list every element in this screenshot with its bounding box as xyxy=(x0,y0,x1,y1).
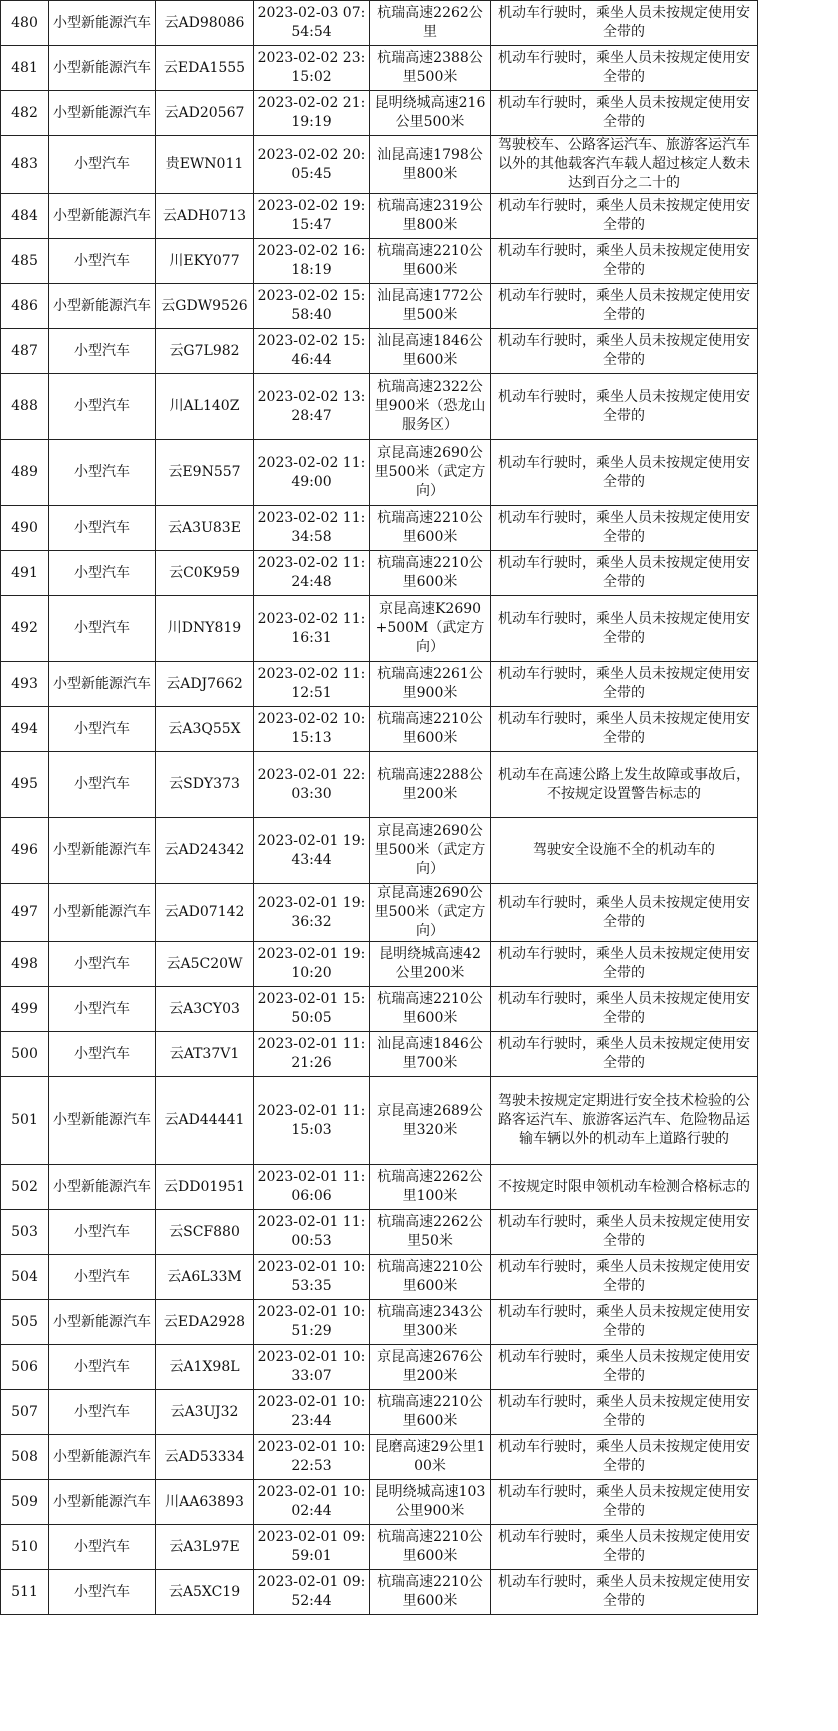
violation-location-cell: 杭瑞高速2322公里900米（恐龙山服务区） xyxy=(370,374,491,440)
row-number-cell: 481 xyxy=(1,46,49,91)
plate-number-cell: 云EDA1555 xyxy=(156,46,254,91)
violation-location-cell: 杭瑞高速2210公里600米 xyxy=(370,506,491,551)
table-row xyxy=(1,46,758,91)
plate-number-cell: 川EKY077 xyxy=(156,239,254,284)
violation-time-cell: 2023-02-01 19:43:44 xyxy=(254,818,370,884)
violation-description-cell: 机动车行驶时，乘坐人员未按规定使用安全带的 xyxy=(491,987,758,1032)
plate-number-cell: 贵EWN011 xyxy=(156,136,254,194)
plate-number-cell: 云AD98086 xyxy=(156,1,254,46)
row-number-cell: 483 xyxy=(1,136,49,194)
violation-time-cell: 2023-02-01 10:02:44 xyxy=(254,1480,370,1525)
violation-time-cell: 2023-02-02 21:19:19 xyxy=(254,91,370,136)
violation-time-cell: 2023-02-01 10:53:35 xyxy=(254,1255,370,1300)
table-row xyxy=(1,1345,758,1390)
table-row xyxy=(1,1480,758,1525)
violation-location-cell: 汕昆高速1798公里800米 xyxy=(370,136,491,194)
plate-number-cell: 云A5XC19 xyxy=(156,1570,254,1615)
plate-number-cell: 云A3Q55X xyxy=(156,707,254,752)
violation-location-cell: 杭瑞高速2210公里600米 xyxy=(370,551,491,596)
row-number-cell: 510 xyxy=(1,1525,49,1570)
violation-location-cell: 京昆高速2689公里320米 xyxy=(370,1077,491,1165)
plate-number-cell: 云A1X98L xyxy=(156,1345,254,1390)
table-row xyxy=(1,440,758,506)
row-number-cell: 494 xyxy=(1,707,49,752)
vehicle-type-cell: 小型汽车 xyxy=(49,506,156,551)
vehicle-type-cell: 小型汽车 xyxy=(49,707,156,752)
violation-description-cell: 机动车行驶时，乘坐人员未按规定使用安全带的 xyxy=(491,46,758,91)
row-number-cell: 497 xyxy=(1,884,49,942)
table-row xyxy=(1,506,758,551)
row-number-cell: 492 xyxy=(1,596,49,662)
violation-time-cell: 2023-02-02 11:12:51 xyxy=(254,662,370,707)
row-number-cell: 486 xyxy=(1,284,49,329)
violation-location-cell: 汕昆高速1846公里700米 xyxy=(370,1032,491,1077)
plate-number-cell: 川AA63893 xyxy=(156,1480,254,1525)
violation-description-cell: 机动车行驶时，乘坐人员未按规定使用安全带的 xyxy=(491,1480,758,1525)
violation-location-cell: 昆明绕城高速42公里200米 xyxy=(370,942,491,987)
violation-location-cell: 杭瑞高速2388公里500米 xyxy=(370,46,491,91)
plate-number-cell: 云A3CY03 xyxy=(156,987,254,1032)
violation-description-cell: 机动车行驶时，乘坐人员未按规定使用安全带的 xyxy=(491,1435,758,1480)
violation-description-cell: 机动车行驶时，乘坐人员未按规定使用安全带的 xyxy=(491,1390,758,1435)
plate-number-cell: 云GDW9526 xyxy=(156,284,254,329)
plate-number-cell: 云A3L97E xyxy=(156,1525,254,1570)
table-row xyxy=(1,1435,758,1480)
violation-time-cell: 2023-02-01 09:52:44 xyxy=(254,1570,370,1615)
row-number-cell: 508 xyxy=(1,1435,49,1480)
row-number-cell: 482 xyxy=(1,91,49,136)
vehicle-type-cell: 小型汽车 xyxy=(49,136,156,194)
violation-location-cell: 杭瑞高速2262公里50米 xyxy=(370,1210,491,1255)
table-row xyxy=(1,91,758,136)
violation-description-cell: 机动车行驶时，乘坐人员未按规定使用安全带的 xyxy=(491,1525,758,1570)
violation-description-cell: 机动车行驶时，乘坐人员未按规定使用安全带的 xyxy=(491,91,758,136)
vehicle-type-cell: 小型汽车 xyxy=(49,329,156,374)
table-row xyxy=(1,1390,758,1435)
violation-description-cell: 机动车行驶时，乘坐人员未按规定使用安全带的 xyxy=(491,1345,758,1390)
violation-location-cell: 昆明绕城高速216公里500米 xyxy=(370,91,491,136)
row-number-cell: 485 xyxy=(1,239,49,284)
violation-time-cell: 2023-02-01 10:33:07 xyxy=(254,1345,370,1390)
plate-number-cell: 川AL140Z xyxy=(156,374,254,440)
vehicle-type-cell: 小型新能源汽车 xyxy=(49,818,156,884)
plate-number-cell: 云A6L33M xyxy=(156,1255,254,1300)
plate-number-cell: 云AD44441 xyxy=(156,1077,254,1165)
violation-description-cell: 机动车行驶时，乘坐人员未按规定使用安全带的 xyxy=(491,1300,758,1345)
violation-time-cell: 2023-02-01 09:59:01 xyxy=(254,1525,370,1570)
plate-number-cell: 云ADJ7662 xyxy=(156,662,254,707)
table-row xyxy=(1,329,758,374)
vehicle-type-cell: 小型新能源汽车 xyxy=(49,91,156,136)
violation-time-cell: 2023-02-02 10:15:13 xyxy=(254,707,370,752)
violation-time-cell: 2023-02-02 15:58:40 xyxy=(254,284,370,329)
violation-description-cell: 机动车行驶时，乘坐人员未按规定使用安全带的 xyxy=(491,284,758,329)
row-number-cell: 505 xyxy=(1,1300,49,1345)
plate-number-cell: 云A3U83E xyxy=(156,506,254,551)
table-row xyxy=(1,942,758,987)
violation-time-cell: 2023-02-02 19:15:47 xyxy=(254,194,370,239)
table-row xyxy=(1,374,758,440)
plate-number-cell: 云SCF880 xyxy=(156,1210,254,1255)
vehicle-type-cell: 小型汽车 xyxy=(49,1255,156,1300)
violation-location-cell: 昆磨高速29公里100米 xyxy=(370,1435,491,1480)
violation-location-cell: 杭瑞高速2210公里600米 xyxy=(370,1390,491,1435)
violation-description-cell: 机动车行驶时，乘坐人员未按规定使用安全带的 xyxy=(491,506,758,551)
vehicle-type-cell: 小型新能源汽车 xyxy=(49,1165,156,1210)
violation-time-cell: 2023-02-02 20:05:45 xyxy=(254,136,370,194)
plate-number-cell: 云AT37V1 xyxy=(156,1032,254,1077)
violation-location-cell: 杭瑞高速2343公里300米 xyxy=(370,1300,491,1345)
vehicle-type-cell: 小型汽车 xyxy=(49,1570,156,1615)
violation-location-cell: 杭瑞高速2319公里800米 xyxy=(370,194,491,239)
table-row xyxy=(1,884,758,942)
table-row xyxy=(1,1210,758,1255)
vehicle-type-cell: 小型汽车 xyxy=(49,1390,156,1435)
violation-description-cell: 机动车在高速公路上发生故障或事故后，不按规定设置警告标志的 xyxy=(491,752,758,818)
vehicle-type-cell: 小型汽车 xyxy=(49,1525,156,1570)
vehicle-type-cell: 小型新能源汽车 xyxy=(49,1435,156,1480)
plate-number-cell: 云G7L982 xyxy=(156,329,254,374)
vehicle-type-cell: 小型汽车 xyxy=(49,596,156,662)
table-row xyxy=(1,284,758,329)
table-row xyxy=(1,1077,758,1165)
violation-time-cell: 2023-02-02 13:28:47 xyxy=(254,374,370,440)
violation-description-cell: 机动车行驶时，乘坐人员未按规定使用安全带的 xyxy=(491,1255,758,1300)
vehicle-type-cell: 小型新能源汽车 xyxy=(49,1,156,46)
violation-description-cell: 机动车行驶时，乘坐人员未按规定使用安全带的 xyxy=(491,1210,758,1255)
violation-location-cell: 昆明绕城高速103公里900米 xyxy=(370,1480,491,1525)
table-row xyxy=(1,1525,758,1570)
table-row xyxy=(1,136,758,194)
table-row xyxy=(1,1165,758,1210)
violation-location-cell: 京昆高速2690公里500米（武定方向） xyxy=(370,818,491,884)
violation-time-cell: 2023-02-02 16:18:19 xyxy=(254,239,370,284)
violation-location-cell: 京昆高速2690公里500米（武定方向） xyxy=(370,440,491,506)
table-row xyxy=(1,551,758,596)
row-number-cell: 496 xyxy=(1,818,49,884)
plate-number-cell: 川DNY819 xyxy=(156,596,254,662)
vehicle-type-cell: 小型新能源汽车 xyxy=(49,194,156,239)
plate-number-cell: 云AD20567 xyxy=(156,91,254,136)
violation-time-cell: 2023-02-01 22:03:30 xyxy=(254,752,370,818)
violation-time-cell: 2023-02-01 10:22:53 xyxy=(254,1435,370,1480)
violation-description-cell: 机动车行驶时，乘坐人员未按规定使用安全带的 xyxy=(491,662,758,707)
violation-time-cell: 2023-02-03 07:54:54 xyxy=(254,1,370,46)
row-number-cell: 507 xyxy=(1,1390,49,1435)
plate-number-cell: 云AD07142 xyxy=(156,884,254,942)
vehicle-type-cell: 小型汽车 xyxy=(49,1032,156,1077)
row-number-cell: 499 xyxy=(1,987,49,1032)
violation-location-cell: 汕昆高速1846公里600米 xyxy=(370,329,491,374)
table-row xyxy=(1,662,758,707)
row-number-cell: 502 xyxy=(1,1165,49,1210)
row-number-cell: 487 xyxy=(1,329,49,374)
table-row xyxy=(1,194,758,239)
violation-location-cell: 杭瑞高速2210公里600米 xyxy=(370,239,491,284)
vehicle-type-cell: 小型汽车 xyxy=(49,440,156,506)
violation-location-cell: 汕昆高速1772公里500米 xyxy=(370,284,491,329)
row-number-cell: 506 xyxy=(1,1345,49,1390)
plate-number-cell: 云AD53334 xyxy=(156,1435,254,1480)
violation-time-cell: 2023-02-02 23:15:02 xyxy=(254,46,370,91)
violation-location-cell: 京昆高速2676公里200米 xyxy=(370,1345,491,1390)
violation-description-cell: 机动车行驶时，乘坐人员未按规定使用安全带的 xyxy=(491,884,758,942)
violation-location-cell: 杭瑞高速2288公里200米 xyxy=(370,752,491,818)
vehicle-type-cell: 小型汽车 xyxy=(49,987,156,1032)
row-number-cell: 511 xyxy=(1,1570,49,1615)
violation-description-cell: 机动车行驶时，乘坐人员未按规定使用安全带的 xyxy=(491,374,758,440)
vehicle-type-cell: 小型新能源汽车 xyxy=(49,884,156,942)
row-number-cell: 509 xyxy=(1,1480,49,1525)
table-row xyxy=(1,1,758,46)
violation-description-cell: 机动车行驶时，乘坐人员未按规定使用安全带的 xyxy=(491,329,758,374)
row-number-cell: 493 xyxy=(1,662,49,707)
violation-description-cell: 机动车行驶时，乘坐人员未按规定使用安全带的 xyxy=(491,1570,758,1615)
violation-location-cell: 杭瑞高速2262公里100米 xyxy=(370,1165,491,1210)
violation-description-cell: 机动车行驶时，乘坐人员未按规定使用安全带的 xyxy=(491,440,758,506)
vehicle-type-cell: 小型汽车 xyxy=(49,1210,156,1255)
vehicle-type-cell: 小型汽车 xyxy=(49,942,156,987)
violation-time-cell: 2023-02-02 11:16:31 xyxy=(254,596,370,662)
row-number-cell: 489 xyxy=(1,440,49,506)
row-number-cell: 480 xyxy=(1,1,49,46)
plate-number-cell: 云SDY373 xyxy=(156,752,254,818)
violation-location-cell: 杭瑞高速2210公里600米 xyxy=(370,1570,491,1615)
row-number-cell: 491 xyxy=(1,551,49,596)
row-number-cell: 490 xyxy=(1,506,49,551)
vehicle-type-cell: 小型新能源汽车 xyxy=(49,1480,156,1525)
violation-description-cell: 机动车行驶时，乘坐人员未按规定使用安全带的 xyxy=(491,1032,758,1077)
violation-time-cell: 2023-02-02 11:34:58 xyxy=(254,506,370,551)
vehicle-type-cell: 小型汽车 xyxy=(49,1345,156,1390)
violation-time-cell: 2023-02-02 11:24:48 xyxy=(254,551,370,596)
violation-description-cell: 机动车行驶时，乘坐人员未按规定使用安全带的 xyxy=(491,707,758,752)
row-number-cell: 504 xyxy=(1,1255,49,1300)
violation-description-cell: 机动车行驶时，乘坐人员未按规定使用安全带的 xyxy=(491,1,758,46)
vehicle-type-cell: 小型汽车 xyxy=(49,551,156,596)
table-row xyxy=(1,1300,758,1345)
plate-number-cell: 云EDA2928 xyxy=(156,1300,254,1345)
violation-time-cell: 2023-02-01 10:51:29 xyxy=(254,1300,370,1345)
row-number-cell: 503 xyxy=(1,1210,49,1255)
row-number-cell: 501 xyxy=(1,1077,49,1165)
table-row xyxy=(1,1032,758,1077)
vehicle-type-cell: 小型新能源汽车 xyxy=(49,46,156,91)
violation-description-cell: 机动车行驶时，乘坐人员未按规定使用安全带的 xyxy=(491,551,758,596)
violation-time-cell: 2023-02-02 15:46:44 xyxy=(254,329,370,374)
plate-number-cell: 云ADH0713 xyxy=(156,194,254,239)
vehicle-type-cell: 小型新能源汽车 xyxy=(49,1077,156,1165)
violation-description-cell: 驾驶未按规定定期进行安全技术检验的公路客运汽车、旅游客运汽车、危险物品运输车辆以外的机动车上道路行驶的 xyxy=(491,1077,758,1165)
violation-time-cell: 2023-02-01 15:50:05 xyxy=(254,987,370,1032)
plate-number-cell: 云DD01951 xyxy=(156,1165,254,1210)
row-number-cell: 495 xyxy=(1,752,49,818)
violation-time-cell: 2023-02-02 11:49:00 xyxy=(254,440,370,506)
violation-description-cell: 机动车行驶时，乘坐人员未按规定使用安全带的 xyxy=(491,194,758,239)
vehicle-type-cell: 小型汽车 xyxy=(49,239,156,284)
violation-time-cell: 2023-02-01 11:21:26 xyxy=(254,1032,370,1077)
violation-location-cell: 杭瑞高速2210公里600米 xyxy=(370,1525,491,1570)
violation-description-cell: 不按规定时限申领机动车检测合格标志的 xyxy=(491,1165,758,1210)
vehicle-type-cell: 小型新能源汽车 xyxy=(49,284,156,329)
table-row xyxy=(1,1570,758,1615)
table-row xyxy=(1,707,758,752)
violation-description-cell: 驾驶校车、公路客运汽车、旅游客运汽车以外的其他载客汽车载人超过核定人数未达到百分之二十的 xyxy=(491,136,758,194)
violation-location-cell: 杭瑞高速2261公里900米 xyxy=(370,662,491,707)
violation-time-cell: 2023-02-01 19:10:20 xyxy=(254,942,370,987)
plate-number-cell: 云C0K959 xyxy=(156,551,254,596)
vehicle-type-cell: 小型新能源汽车 xyxy=(49,1300,156,1345)
table-row xyxy=(1,818,758,884)
violation-location-cell: 杭瑞高速2210公里600米 xyxy=(370,987,491,1032)
violation-location-cell: 杭瑞高速2210公里600米 xyxy=(370,1255,491,1300)
vehicle-type-cell: 小型汽车 xyxy=(49,374,156,440)
row-number-cell: 484 xyxy=(1,194,49,239)
violation-time-cell: 2023-02-01 11:06:06 xyxy=(254,1165,370,1210)
vehicle-type-cell: 小型新能源汽车 xyxy=(49,662,156,707)
plate-number-cell: 云AD24342 xyxy=(156,818,254,884)
table-row xyxy=(1,1255,758,1300)
violation-location-cell: 杭瑞高速2262公里 xyxy=(370,1,491,46)
violation-description-cell: 机动车行驶时，乘坐人员未按规定使用安全带的 xyxy=(491,942,758,987)
violation-table-body xyxy=(1,1,758,1615)
violation-time-cell: 2023-02-01 10:23:44 xyxy=(254,1390,370,1435)
table-row xyxy=(1,987,758,1032)
row-number-cell: 498 xyxy=(1,942,49,987)
violation-description-cell: 驾驶安全设施不全的机动车的 xyxy=(491,818,758,884)
row-number-cell: 500 xyxy=(1,1032,49,1077)
plate-number-cell: 云A3UJ32 xyxy=(156,1390,254,1435)
table-row xyxy=(1,752,758,818)
violation-description-cell: 机动车行驶时，乘坐人员未按规定使用安全带的 xyxy=(491,239,758,284)
row-number-cell: 488 xyxy=(1,374,49,440)
violation-time-cell: 2023-02-01 11:00:53 xyxy=(254,1210,370,1255)
violation-description-cell: 机动车行驶时，乘坐人员未按规定使用安全带的 xyxy=(491,596,758,662)
violation-location-cell: 京昆高速K2690+500M（武定方向） xyxy=(370,596,491,662)
table-row xyxy=(1,596,758,662)
violation-location-cell: 杭瑞高速2210公里600米 xyxy=(370,707,491,752)
table-row xyxy=(1,239,758,284)
violation-time-cell: 2023-02-01 11:15:03 xyxy=(254,1077,370,1165)
plate-number-cell: 云A5C20W xyxy=(156,942,254,987)
plate-number-cell: 云E9N557 xyxy=(156,440,254,506)
vehicle-type-cell: 小型汽车 xyxy=(49,752,156,818)
violation-location-cell: 京昆高速2690公里500米（武定方向） xyxy=(370,884,491,942)
violation-time-cell: 2023-02-01 19:36:32 xyxy=(254,884,370,942)
